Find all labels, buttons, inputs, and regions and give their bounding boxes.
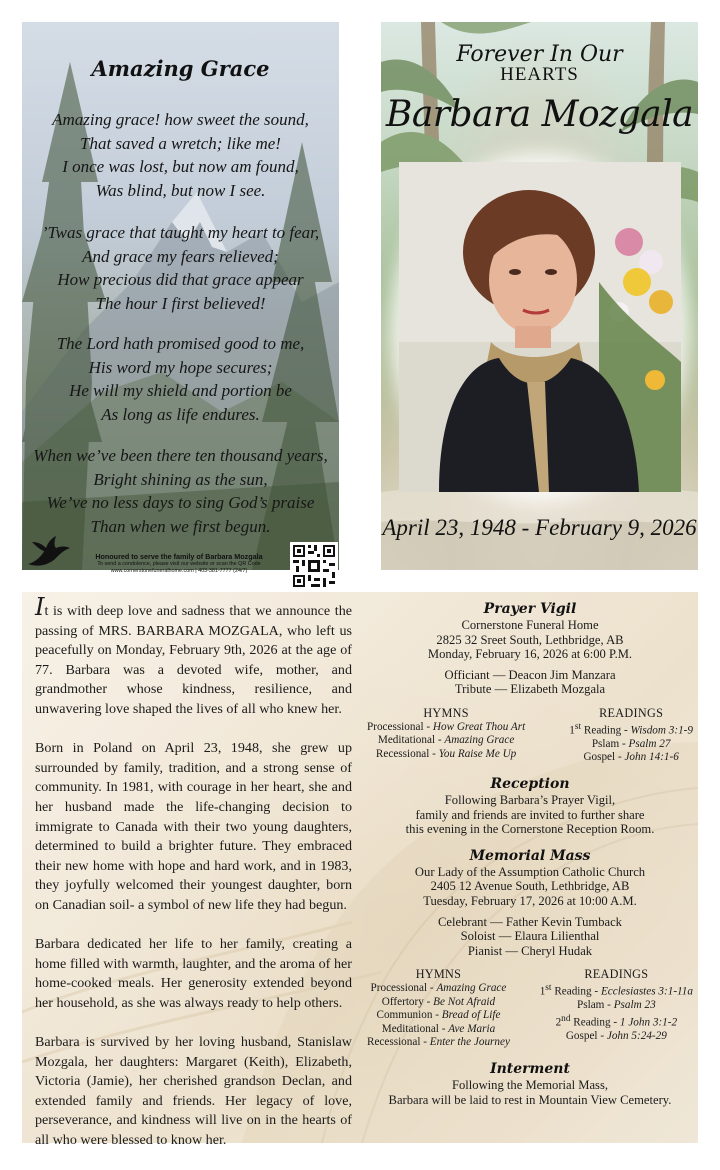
poem-line: And grace my fears relieved; xyxy=(82,246,279,266)
mass-venue: Our Lady of the Assumption Catholic Church xyxy=(414,864,646,879)
poem-line: That saved a wretch; like me! xyxy=(80,133,281,153)
hymns-label: HYMNS xyxy=(423,705,469,720)
poem-line: Was blind, but now I see. xyxy=(95,180,266,200)
obituary-text xyxy=(35,593,352,1170)
obituary-paragraph: Born in Poland on April 23, 1948, she grew up surrounded by family, tradition, and a strong sense of community. In 1981, with courage in her heart, she and her husband made the life-changing decision to immigrate to Canada with their two young daughters, determined to build a brighter future. They embraced their new home with hope and hard work, and in 1983, they joyfully welcomed their youngest daughter, born on Canadian soil- a symbol of new life they had begun. xyxy=(35,740,352,913)
mass-address: 2405 12 Avenue South, Lethbridge, AB xyxy=(430,879,630,894)
poem-title: Amazing Grace xyxy=(91,56,270,81)
vigil-program xyxy=(367,707,693,765)
vigil-hymns xyxy=(367,707,525,765)
hymn-item: Recessional - You Raise Me Up xyxy=(375,747,517,760)
mass-celebrant: Celebrant — Father Kevin Tumback xyxy=(438,914,622,929)
reading-item: 1st Reading - Wisdom 3:1-9 xyxy=(569,721,693,737)
qr-code-icon[interactable] xyxy=(290,542,338,590)
deceased-name: Barbara Mozgala xyxy=(385,94,694,135)
drop-cap: I xyxy=(35,593,45,621)
mass-program xyxy=(367,968,693,1050)
vigil-officiant: Officiant — Deacon Jim Manzara xyxy=(444,667,616,682)
mass-hymns xyxy=(367,968,510,1050)
poem-stanza xyxy=(30,444,331,538)
obituary-paragraph-text: t is with deep love and sadness that we announce the passing of MRS. BARBARA MOZGALA, who left us peacefully on Monday, February 9th, 2026 at the age of 77. Barbara was a devoted wife, mother, and grandmother whose kindness, resilience, and unwavering love shaped the lives of all who knew her. xyxy=(35,603,352,717)
vigil-tribute: Tribute — Elizabeth Mozgala xyxy=(454,682,606,697)
poem-line: How precious did that grace appear xyxy=(57,270,304,289)
reception-line: Following Barbara’s Prayer Vigil, xyxy=(444,793,616,808)
reception-line: this evening in the Cornerstone Reception Room. xyxy=(405,822,655,837)
poem-line: Than when we first begun. xyxy=(90,516,271,536)
poem-line: His word my hope secures; xyxy=(88,357,273,377)
portrait-woman-icon xyxy=(399,162,681,492)
mass-soloist: Soloist — Elaura Lilienthal xyxy=(460,929,600,944)
reading-item: Gospel - John 5:24-29 xyxy=(565,1030,667,1043)
memorial-cover xyxy=(381,22,698,570)
poem-line: I once was lost, but now am found, xyxy=(62,157,299,176)
poem-line: The hour I first believed! xyxy=(95,293,266,313)
reading-item: 1st Reading - Ecclesiastes 3:1-11a xyxy=(539,983,693,998)
website-phone[interactable]: www.cornerstonefuneralhome.com | 403-381-7777 (24/7) xyxy=(110,567,248,574)
mass-datetime: Tuesday, February 17, 2026 at 10:00 A.M. xyxy=(423,894,637,909)
interment-line: Barbara will be laid to rest in Mountain View Cemetery. xyxy=(388,1092,672,1107)
obituary-paragraph xyxy=(35,593,352,720)
poem-stanza xyxy=(30,108,331,202)
hymn-item: Meditational - Ave Maria xyxy=(381,1022,496,1035)
readings-label: READINGS xyxy=(584,967,649,982)
obituary-paragraph: Barbara is survived by her loving husband, Stanislaw Mozgala, her daughters: Margaret (Keith), Elizabeth, Victoria (Jamie), her cherished grandson Declan, and extended family and friends. Her legacy of love, perseverance, and kindness will live on in the hearts of all who were blessed to know her. xyxy=(35,1034,352,1149)
vigil-datetime: Monday, February 16, 2026 at 6:00 P.M. xyxy=(427,647,633,662)
reading-item: Pslam - Psalm 27 xyxy=(591,737,671,750)
obituary-paragraph: Barbara dedicated her life to her family, creating a home filled with warmth, laughter, and the aroma of her home-cooked meals. Her generosity extended beyond her household, as she was always ready to help others. xyxy=(35,936,352,1011)
life-dates: April 23, 1948 - February 9, 2026 xyxy=(382,515,697,540)
service-details xyxy=(367,600,693,1107)
hymn-item: Processional - How Great Thou Art xyxy=(367,720,526,733)
hymn-item: Meditational - Amazing Grace xyxy=(377,734,515,747)
poem-line: As long as life endures. xyxy=(101,404,260,424)
reception-line: family and friends are invited to further share xyxy=(415,807,645,822)
dove-icon xyxy=(26,534,72,570)
vigil-venue: Cornerstone Funeral Home xyxy=(461,618,599,632)
poem-line: Amazing grace! how sweet the sound, xyxy=(52,110,309,129)
hymns-label: HYMNS xyxy=(415,967,462,982)
interment-line: Following the Memorial Mass, xyxy=(451,1077,608,1092)
poem-stanza xyxy=(30,332,331,426)
poem-line: We’ve no less days to sing God’s praise xyxy=(46,493,315,512)
hymn-item: Communion - Bread of Life xyxy=(376,1009,501,1022)
mass-readings xyxy=(540,968,693,1050)
reading-item: Gospel - John 14:1-6 xyxy=(583,751,679,764)
prayer-vigil-title: Prayer Vigil xyxy=(483,601,577,617)
hymn-item: Offertory - Be Not Afraid xyxy=(381,995,496,1008)
vigil-readings xyxy=(569,707,693,765)
poem-card xyxy=(22,22,339,574)
poem-line: The Lord hath promised good to me, xyxy=(56,334,305,353)
memorial-mass-title: Memorial Mass xyxy=(469,847,591,864)
poem-stanza xyxy=(30,221,331,315)
reading-item: Pslam - Psalm 23 xyxy=(577,999,656,1012)
hymn-item: Recessional - Enter the Journey xyxy=(367,1036,510,1049)
interment-title: Interment xyxy=(490,1060,570,1077)
reception-title: Reception xyxy=(490,776,570,793)
mass-pianist: Pianist — Cheryl Hudak xyxy=(467,943,593,958)
vigil-address: 2825 32 Sreet South, Lethbridge, AB xyxy=(436,632,624,647)
honour-text xyxy=(74,552,284,574)
poem-line: He will my shield and portion be xyxy=(69,381,292,400)
poem-line: ’Twas grace that taught my heart to fear, xyxy=(41,223,320,242)
cover-heading: Forever In Our xyxy=(456,42,623,67)
readings-label: READINGS xyxy=(599,705,664,720)
cover-subheading: HEARTS xyxy=(500,64,579,85)
portrait-photo xyxy=(399,162,681,492)
condolence-instructions: To send a condolence, please visit our website or scan the QR Code xyxy=(97,561,261,567)
obituary-panel xyxy=(22,592,698,1149)
hymn-item: Processional - Amazing Grace xyxy=(370,982,507,995)
funeral-home-footer xyxy=(22,542,339,574)
poem-line: When we’ve been there ten thousand years, xyxy=(33,446,328,465)
honour-message: Honoured to serve the family of Barbara Mozgala xyxy=(95,552,263,561)
poem-line: Bright shining as the sun, xyxy=(93,469,268,489)
reading-item: 2nd Reading - 1 John 3:1-2 xyxy=(555,1013,678,1029)
